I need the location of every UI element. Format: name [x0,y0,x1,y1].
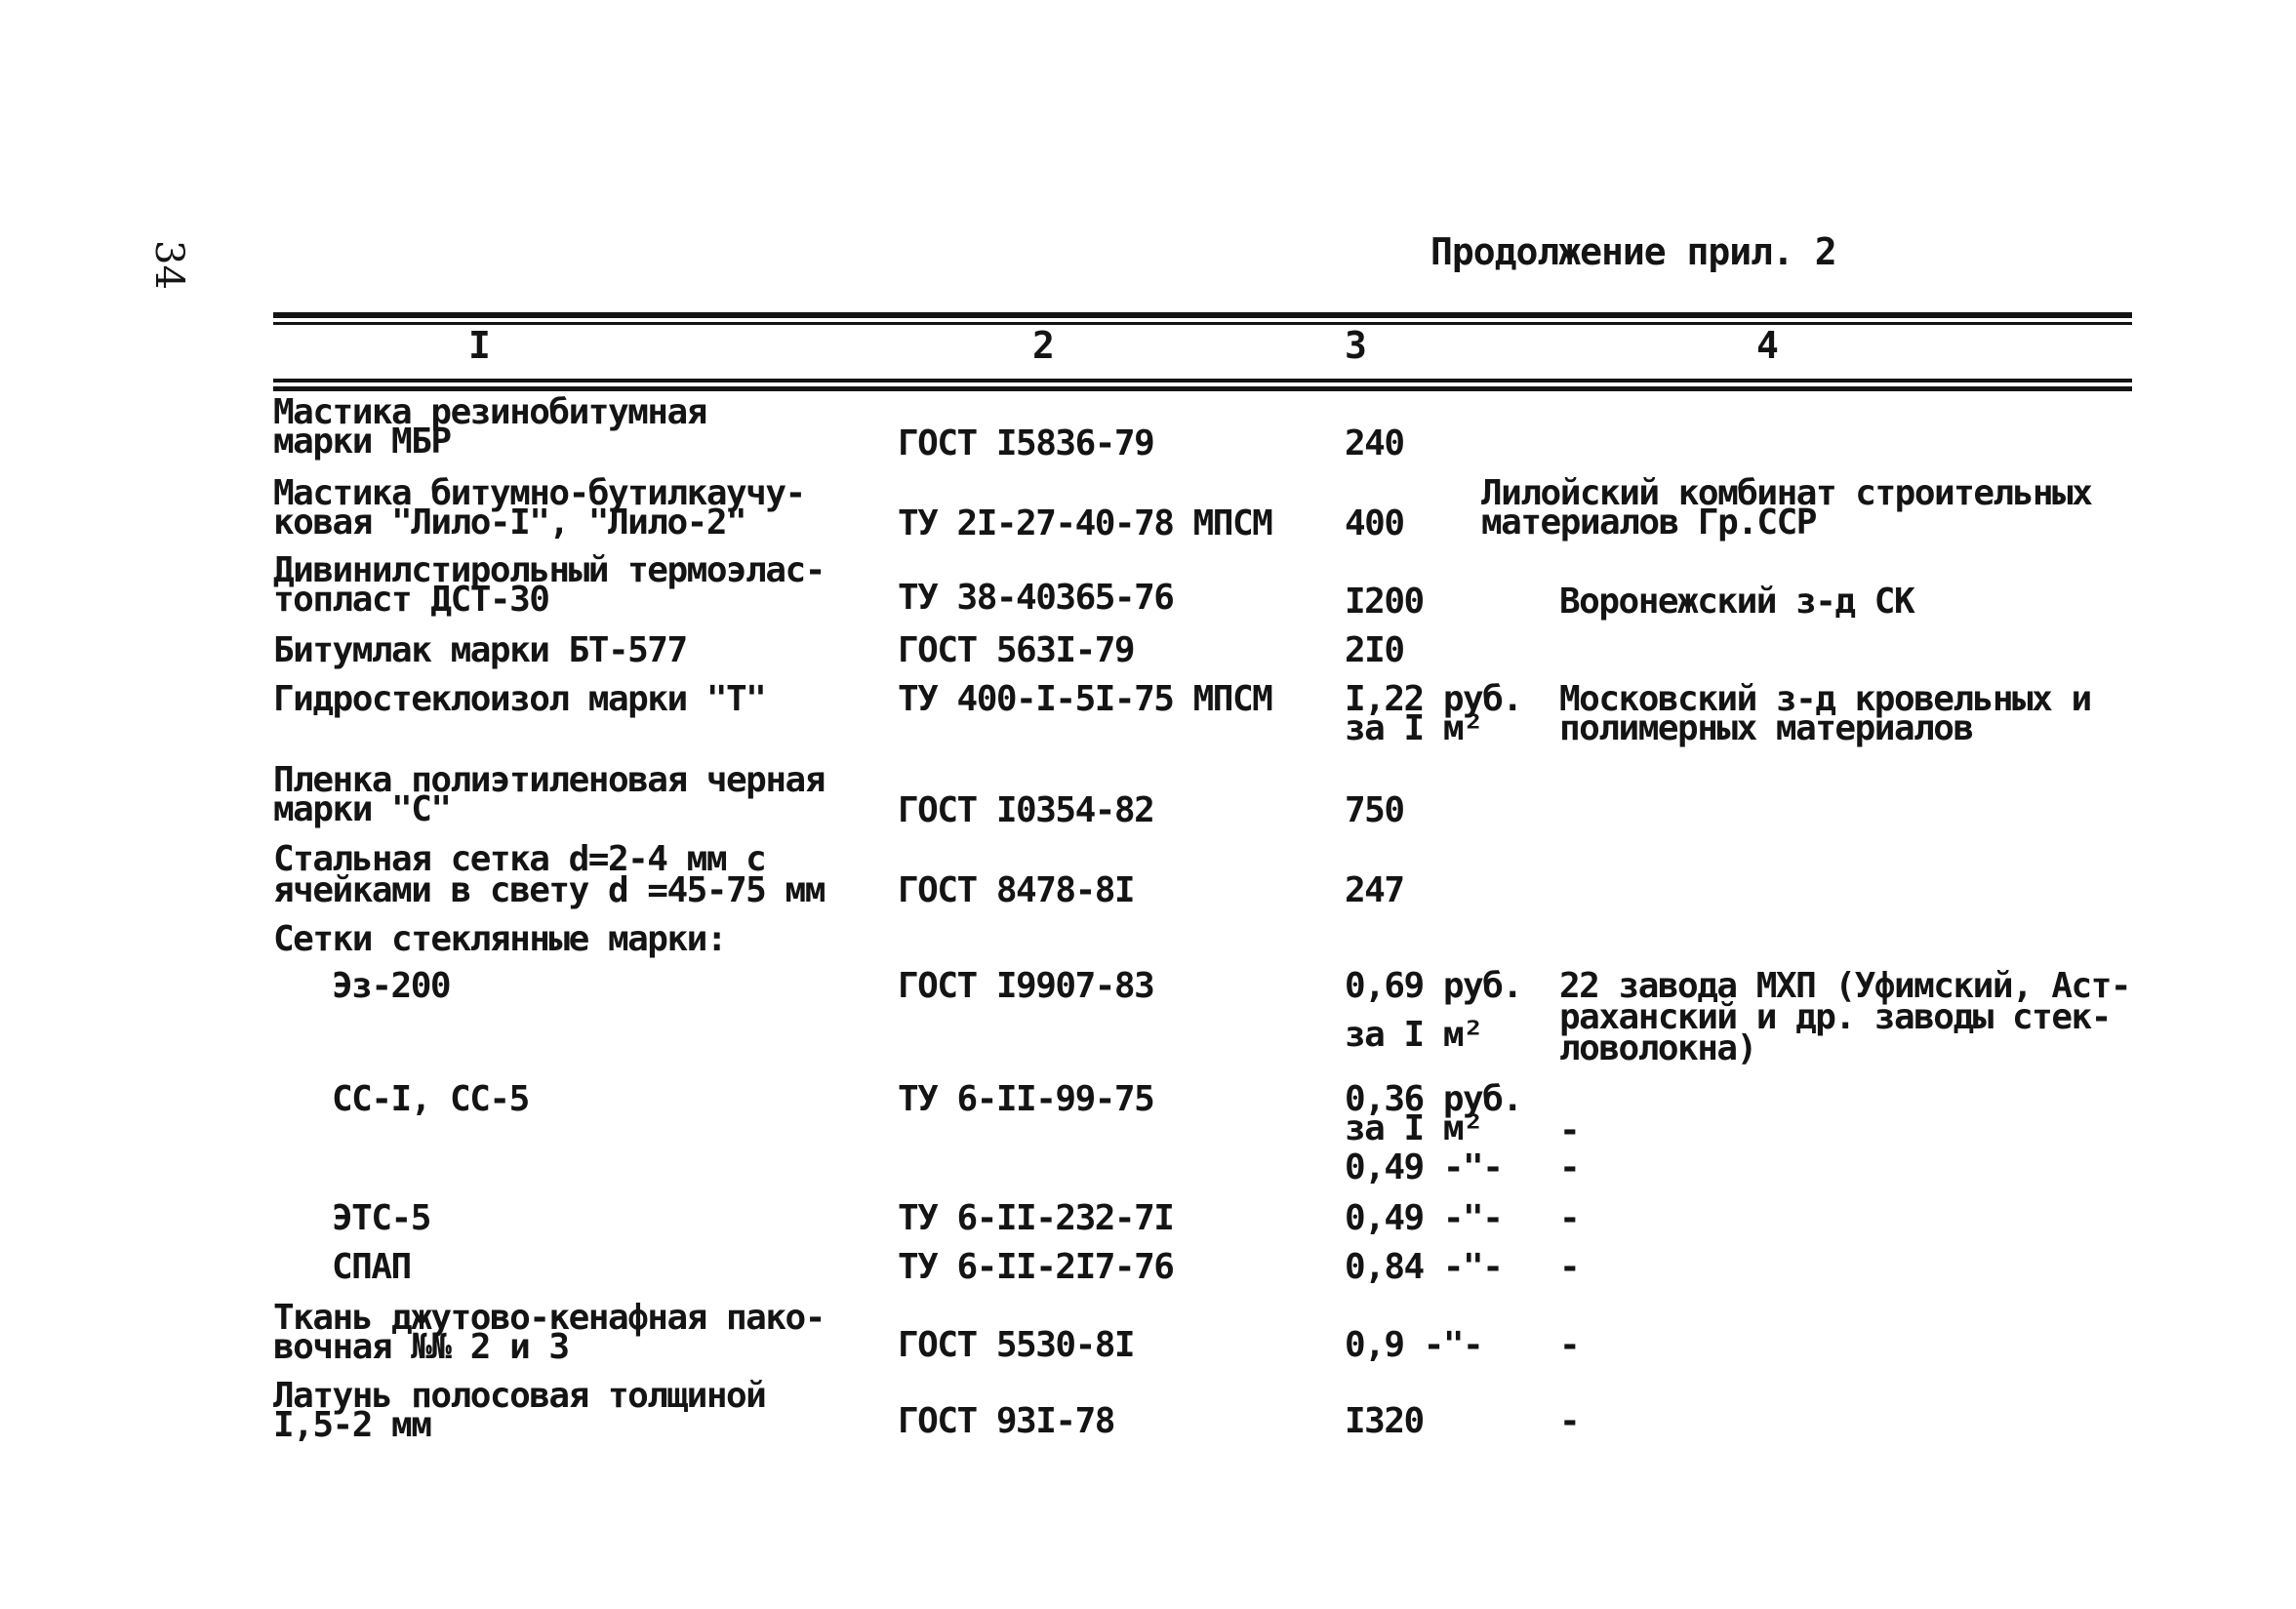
row-12-name-line-1: Ткань джутово-кенафная пако- [273,1298,825,1338]
row-2-name-line-2: топласт ДСТ-30 [273,580,549,620]
row-0-price: 240 [1345,423,1404,463]
row-1-price: 400 [1345,503,1404,543]
row-4-supplier-line-1: Московский з-д кровельных и [1559,679,2091,719]
row-6-name-line-1: Стальная сетка d=2-4 мм с [273,839,766,879]
row-12-standard: ГОСТ 5530-8I [898,1325,1135,1365]
row-10-supplier: - [1559,1198,1580,1238]
row-8-supplier-line-3: ловолокна) [1559,1028,1756,1068]
row-1-name-line-2: ковая "Лило-I", "Лило-2" [273,503,746,543]
table-top-rule-thin [273,322,2132,325]
row-13-supplier: - [1559,1401,1580,1441]
page-number: 34 [146,240,191,290]
row-6-name-line-2: ячейками в свету d =45-75 мм [273,870,825,910]
row-4-price-line-2: за I м² [1345,708,1483,748]
row-9-price-line-2: за I м² [1345,1108,1483,1148]
row-11-standard: ТУ 6-II-2I7-76 [898,1247,1174,1287]
row-9-price-line-3: 0,49 -"- [1345,1147,1503,1187]
row-4-name: Гидростеклоизол марки "Т" [273,679,766,719]
header-bottom-rule [273,379,2132,382]
row-5-name-line-1: Пленка полиэтиленовая черная [273,760,825,800]
row-12-price: 0,9 -"- [1345,1325,1483,1365]
row-0-name-line-2: марки МБР [273,422,451,462]
row-0-standard: ГОСТ I5836-79 [898,423,1154,463]
row-10-name: ЭТС-5 [332,1198,430,1238]
column-header-1: I [468,324,491,367]
row-2-price: I200 [1345,582,1424,622]
row-1-name-line-1: Мастика битумно-бутилкаучу- [273,473,805,513]
row-6-price: 247 [1345,870,1404,910]
header-bottom-rule-2 [273,386,2132,391]
row-13-standard: ГОСТ 93I-78 [898,1401,1114,1441]
row-8-standard: ГОСТ I9907-83 [898,966,1154,1006]
row-13-name-line-1: Латунь полосовая толщиной [273,1376,766,1416]
row-11-price: 0,84 -"- [1345,1247,1503,1287]
row-9-supplier-line-1: - [1559,1110,1580,1150]
row-10-price: 0,49 -"- [1345,1198,1503,1238]
row-4-standard: ТУ 400-I-5I-75 МПСМ [898,679,1272,719]
row-11-supplier: - [1559,1247,1580,1287]
row-8-name: Эз-200 [332,966,451,1006]
row-12-supplier: - [1559,1325,1580,1365]
row-1-supplier-line-2: материалов Гр.ССР [1481,503,1816,543]
row-12-name-line-2: вочная №№ 2 и 3 [273,1327,569,1367]
row-5-name-line-2: марки "С" [273,789,451,829]
row-2-supplier: Воронежский з-д СК [1559,582,1914,622]
row-1-standard: ТУ 2I-27-40-78 МПСМ [898,503,1272,543]
row-9-supplier-line-2: - [1559,1147,1580,1187]
row-8-supplier-line-2: раханский и др. заводы стек- [1559,997,2111,1037]
row-7-name: Сетки стеклянные марки: [273,919,726,959]
row-4-supplier-line-2: полимерных материалов [1559,708,1973,748]
row-1-supplier-line-1: Лилойский комбинат строительных [1481,473,2092,513]
row-3-price: 2I0 [1345,630,1404,670]
row-13-price: I320 [1345,1401,1424,1441]
column-header-2: 2 [1032,324,1055,367]
row-2-standard: ТУ 38-40365-76 [898,578,1174,618]
row-9-price-line-1: 0,36 руб. [1345,1079,1522,1119]
row-11-name: СПАП [332,1247,411,1287]
column-header-4: 4 [1756,324,1779,367]
row-13-name-line-2: I,5-2 мм [273,1405,431,1445]
row-2-name-line-1: Дивинилстирольный термоэлас- [273,550,825,590]
row-8-supplier-line-1: 22 завода МХП (Уфимский, Аст- [1559,966,2131,1006]
row-4-price-line-1: I,22 руб. [1345,679,1522,719]
row-3-standard: ГОСТ 563I-79 [898,630,1135,670]
continuation-label: Продолжение прил. 2 [1430,230,1836,273]
row-9-standard: ТУ 6-II-99-75 [898,1079,1154,1119]
row-10-standard: ТУ 6-II-232-7I [898,1198,1174,1238]
row-9-name: СС-I, СС-5 [332,1079,529,1119]
row-8-price-line-1: 0,69 руб. [1345,966,1522,1006]
row-3-name: Битумлак марки БТ-577 [273,630,687,670]
row-8-price-line-2: за I м² [1345,1015,1483,1055]
row-6-standard: ГОСТ 8478-8I [898,870,1135,910]
table-top-rule [273,312,2132,318]
row-0-name-line-1: Мастика резинобитумная [273,392,706,432]
column-header-3: 3 [1345,324,1367,367]
row-5-standard: ГОСТ I0354-82 [898,790,1154,830]
row-5-price: 750 [1345,790,1404,830]
